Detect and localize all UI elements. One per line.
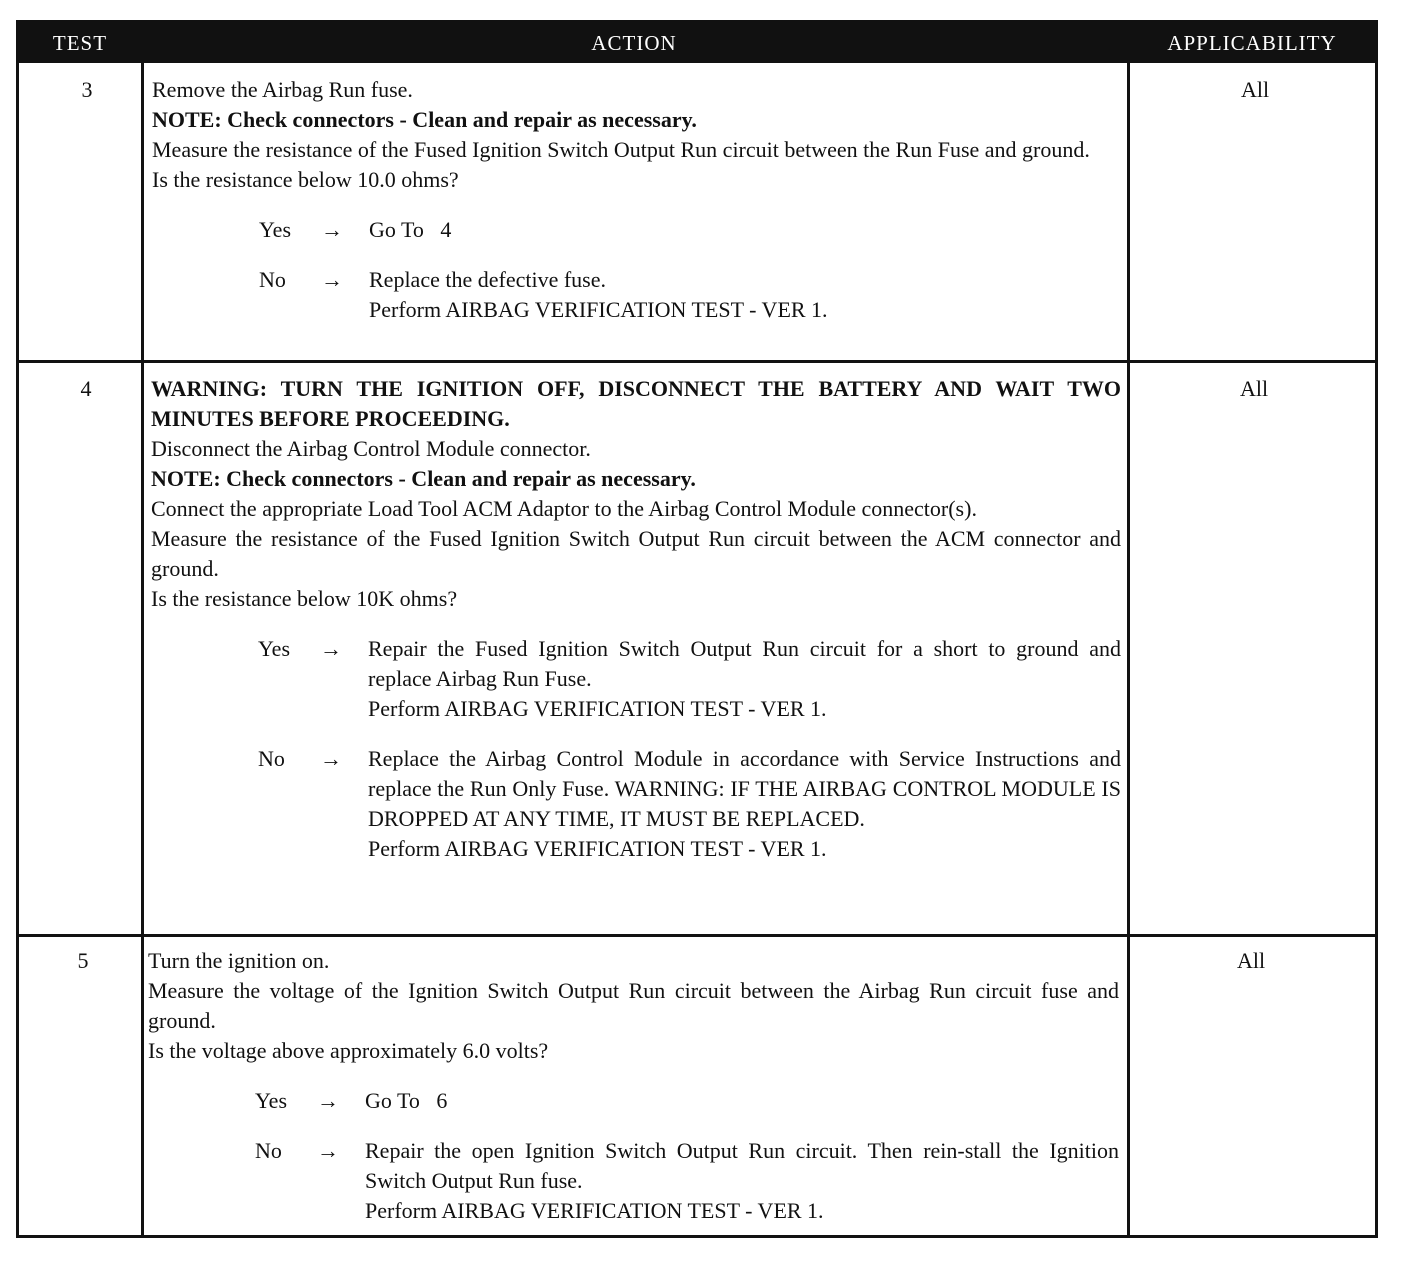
no-branch xyxy=(258,744,1121,864)
header-action: ACTION xyxy=(591,31,677,55)
action-text xyxy=(148,946,1119,1226)
applicability-value: All xyxy=(1240,77,1270,102)
arrow-icon: → xyxy=(317,1138,339,1163)
table-header xyxy=(19,23,1375,63)
no-label: No xyxy=(259,267,286,292)
yes-label: Yes xyxy=(255,1088,288,1113)
instruction-line: Disconnect the Airbag Control Module connector. xyxy=(151,436,591,461)
yes-label: Yes xyxy=(258,636,291,661)
yes-result: Go To 4 xyxy=(369,217,452,242)
action-text xyxy=(151,374,1121,864)
yes-result: Perform AIRBAG VERIFICATION TEST - VER 1. xyxy=(368,696,827,721)
test-number: 3 xyxy=(81,77,93,102)
row-divider xyxy=(19,934,1375,937)
applicability-value: All xyxy=(1236,948,1266,973)
header-test: TEST xyxy=(52,31,108,55)
arrow-icon: → xyxy=(320,636,342,661)
no-result: Perform AIRBAG VERIFICATION TEST - VER 1. xyxy=(368,836,827,861)
no-branch xyxy=(255,1136,1119,1226)
column-divider-applicability xyxy=(1127,63,1130,1235)
header-applicability: APPLICABILITY xyxy=(1167,31,1337,55)
action-text xyxy=(152,75,1122,325)
diagnostic-test-table xyxy=(16,20,1378,1238)
no-label: No xyxy=(255,1138,282,1163)
instruction-line: Measure the voltage of the Ignition Switch Output Run circuit between the Airbag Run circuit fuse and ground. xyxy=(148,978,1119,1033)
no-result: Replace the Airbag Control Module in accordance with Service Instructions and replace the Run Only Fuse. WARNING: IF THE AIRBAG CONTROL MODULE IS DROPPED AT ANY TIME, IT MUST BE REPLACED. xyxy=(368,746,1121,831)
yes-branch xyxy=(258,634,1121,724)
question-line: Is the resistance below 10K ohms? xyxy=(151,586,458,611)
test-number: 5 xyxy=(77,948,89,973)
question-line: Is the voltage above approximately 6.0 volts? xyxy=(148,1038,549,1063)
no-result: Replace the defective fuse. xyxy=(369,267,606,292)
warning-line: WARNING: TURN THE IGNITION OFF, DISCONNECT THE BATTERY AND WAIT TWO MINUTES BEFORE PROCEEDING. xyxy=(151,376,1121,431)
no-branch xyxy=(259,265,1122,325)
note-line: NOTE: Check connectors - Clean and repair as necessary. xyxy=(152,107,697,132)
note-line: NOTE: Check connectors - Clean and repair as necessary. xyxy=(151,466,696,491)
instruction-line: Remove the Airbag Run fuse. xyxy=(152,77,413,102)
no-result: Perform AIRBAG VERIFICATION TEST - VER 1. xyxy=(365,1198,824,1223)
arrow-icon: → xyxy=(321,267,343,292)
yes-branch xyxy=(255,1086,1119,1116)
instruction-line: Connect the appropriate Load Tool ACM Adaptor to the Airbag Control Module connector(s). xyxy=(151,496,977,521)
yes-result: Repair the Fused Ignition Switch Output Run circuit for a short to ground and replace Airbag Run Fuse. xyxy=(368,636,1121,691)
arrow-icon: → xyxy=(321,217,343,242)
instruction-line: Turn the ignition on. xyxy=(148,948,330,973)
yes-result: Go To 6 xyxy=(365,1088,448,1113)
test-number: 4 xyxy=(80,376,92,401)
instruction-line: Measure the resistance of the Fused Ignition Switch Output Run circuit between the Run Fuse and ground. xyxy=(152,137,1090,162)
arrow-icon: → xyxy=(320,746,342,771)
yes-branch xyxy=(259,215,1122,245)
instruction-line: Measure the resistance of the Fused Ignition Switch Output Run circuit between the ACM connector and ground. xyxy=(151,526,1121,581)
row-divider xyxy=(19,360,1375,363)
no-result: Perform AIRBAG VERIFICATION TEST - VER 1. xyxy=(369,297,828,322)
yes-label: Yes xyxy=(259,217,292,242)
no-result: Repair the open Ignition Switch Output Run circuit. Then rein-stall the Ignition Switch Output Run fuse. xyxy=(365,1138,1119,1193)
arrow-icon: → xyxy=(317,1088,339,1113)
applicability-value: All xyxy=(1239,376,1269,401)
column-divider-test xyxy=(141,63,144,1235)
question-line: Is the resistance below 10.0 ohms? xyxy=(152,167,459,192)
no-label: No xyxy=(258,746,285,771)
